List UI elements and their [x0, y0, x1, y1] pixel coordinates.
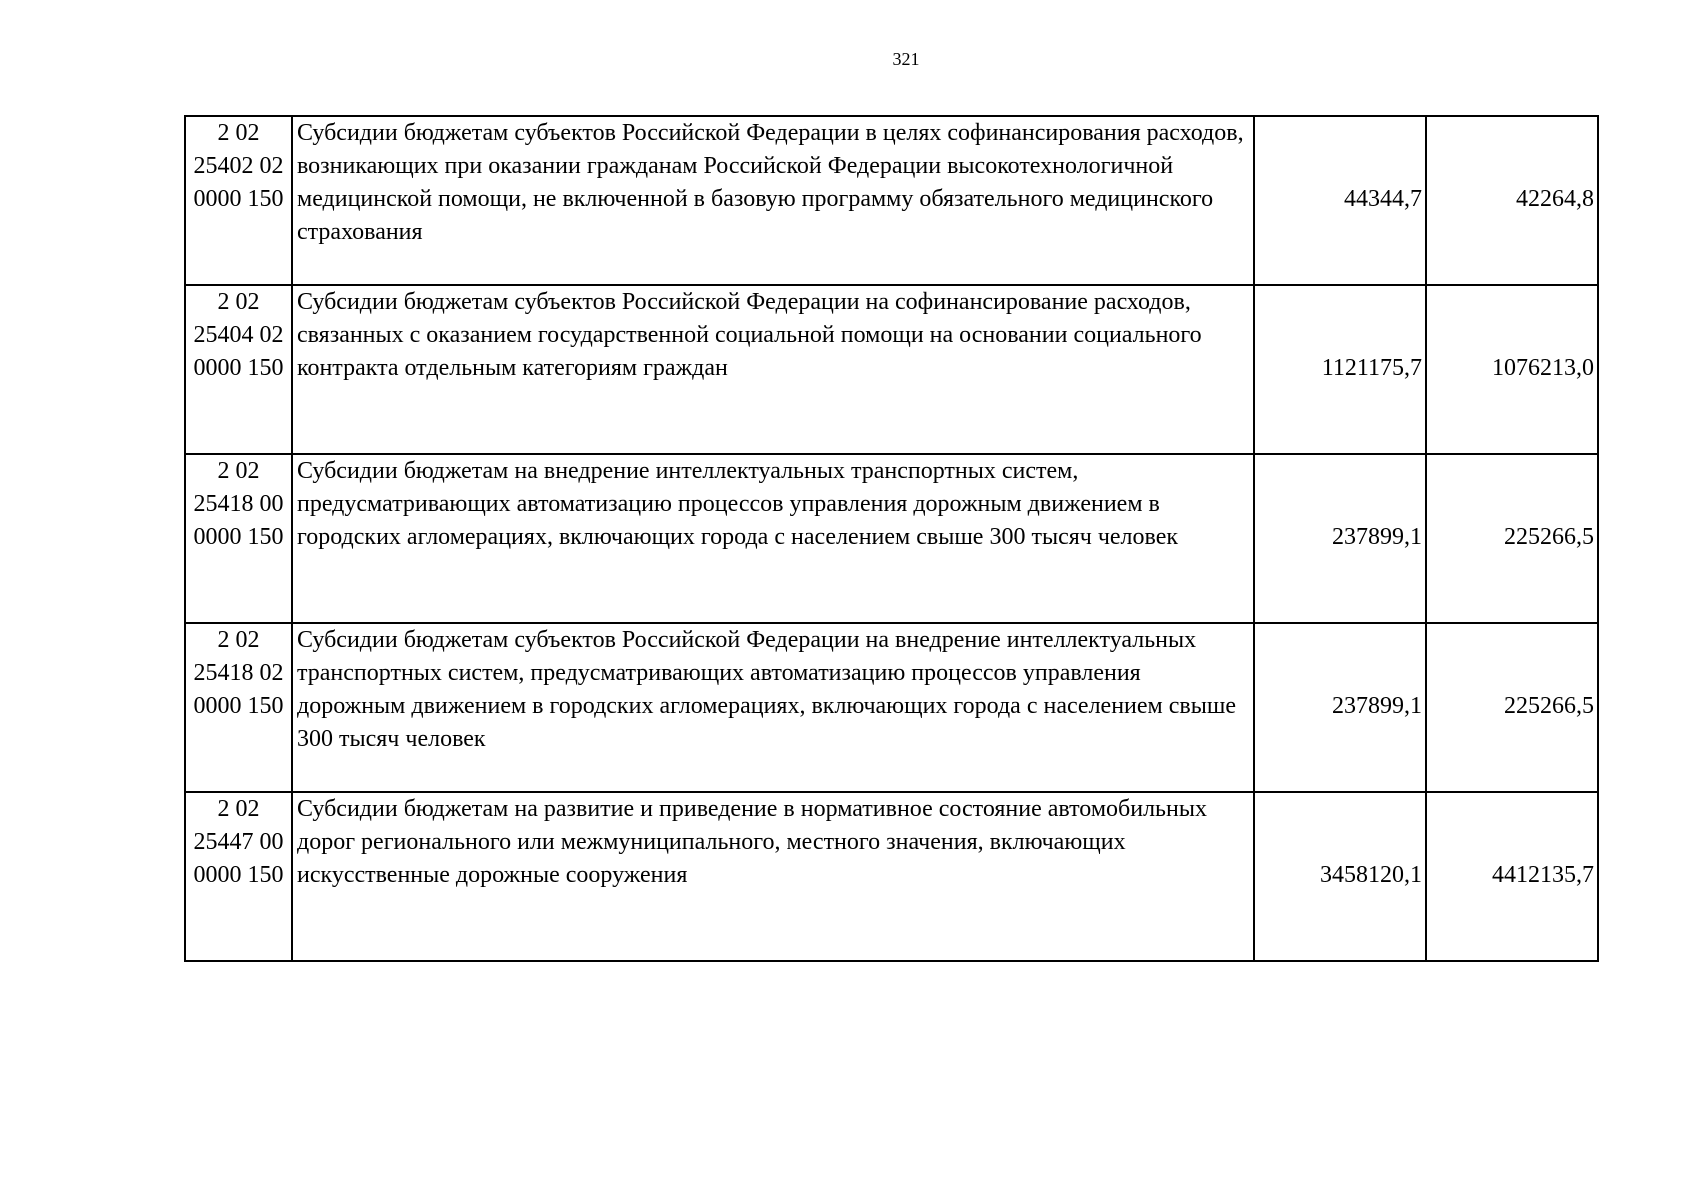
table-row: [185, 623, 1598, 792]
value-1: 1121175,7: [1321, 355, 1422, 381]
budget-code-line: 25418 02: [193, 660, 284, 686]
budget-code-line: 0000 150: [193, 355, 284, 381]
table-row: [185, 454, 1598, 623]
budget-code-line: 2 02: [217, 458, 260, 484]
table-row: [185, 116, 1598, 285]
budget-code-cell: [185, 623, 292, 792]
budget-code-cell: [185, 792, 292, 961]
description-cell: Субсидии бюджетам субъектов Российской Федерации на внедрение интеллектуальных транспортных систем, предусматривающих автоматизацию процессов управления дорожным движением в городских агломерациях, включающих города с населением свыше 300 тысяч человек: [292, 623, 1254, 792]
budget-code-line: 0000 150: [193, 693, 284, 719]
page-number: 321: [892, 49, 920, 69]
value-1-cell: [1254, 623, 1426, 792]
value-1-cell: [1254, 454, 1426, 623]
budget-code-line: 2 02: [217, 120, 260, 146]
value-2-cell: [1426, 285, 1598, 454]
value-1-cell: [1254, 285, 1426, 454]
value-2: 225266,5: [1504, 524, 1594, 550]
budget-code-cell: [185, 285, 292, 454]
budget-code-line: 2 02: [217, 796, 260, 822]
description-cell: Субсидии бюджетам на развитие и приведение в нормативное состояние автомобильных дорог регионального или межмуниципального, местного значения, включающих искусственные дорожные сооружения: [292, 792, 1254, 961]
value-1: 237899,1: [1332, 524, 1422, 550]
budget-code-line: 25402 02: [193, 153, 284, 179]
value-2-cell: [1426, 116, 1598, 285]
budget-code-line: 25404 02: [193, 322, 284, 348]
value-2-cell: [1426, 454, 1598, 623]
table-row: [185, 285, 1598, 454]
value-2-cell: [1426, 792, 1598, 961]
value-1: 237899,1: [1332, 693, 1422, 719]
budget-code-line: 2 02: [217, 627, 260, 653]
value-2: 42264,8: [1516, 186, 1594, 212]
value-2: 1076213,0: [1492, 355, 1594, 381]
description-cell: Субсидии бюджетам субъектов Российской Федерации на софинансирование расходов, связанных с оказанием государственной социальной помощи на основании социального контракта отдельным категориям граждан: [292, 285, 1254, 454]
value-1: 44344,7: [1344, 186, 1422, 212]
value-2: 4412135,7: [1492, 862, 1594, 888]
budget-table: [184, 115, 1599, 962]
budget-code-line: 25418 00: [193, 491, 284, 517]
description-cell: Субсидии бюджетам на внедрение интеллектуальных транспортных систем, предусматривающих автоматизацию процессов управления дорожным движением в городских агломерациях, включающих города с населением свыше 300 тысяч человек: [292, 454, 1254, 623]
description-cell: Субсидии бюджетам субъектов Российской Федерации в целях софинансирования расходов, возникающих при оказании гражданам Российской Федерации высокотехнологичной медицинской помощи, не включенной в базовую программу обязательного медицинского страхования: [292, 116, 1254, 285]
value-1: 3458120,1: [1320, 862, 1422, 888]
budget-code-line: 2 02: [217, 289, 260, 315]
budget-code-line: 0000 150: [193, 186, 284, 212]
value-2-cell: [1426, 623, 1598, 792]
table-row: [185, 792, 1598, 961]
budget-code-line: 25447 00: [193, 829, 284, 855]
budget-code-line: 0000 150: [193, 524, 284, 550]
value-1-cell: [1254, 792, 1426, 961]
budget-code-cell: [185, 116, 292, 285]
value-2: 225266,5: [1504, 693, 1594, 719]
value-1-cell: [1254, 116, 1426, 285]
budget-code-line: 0000 150: [193, 862, 284, 888]
budget-code-cell: [185, 454, 292, 623]
